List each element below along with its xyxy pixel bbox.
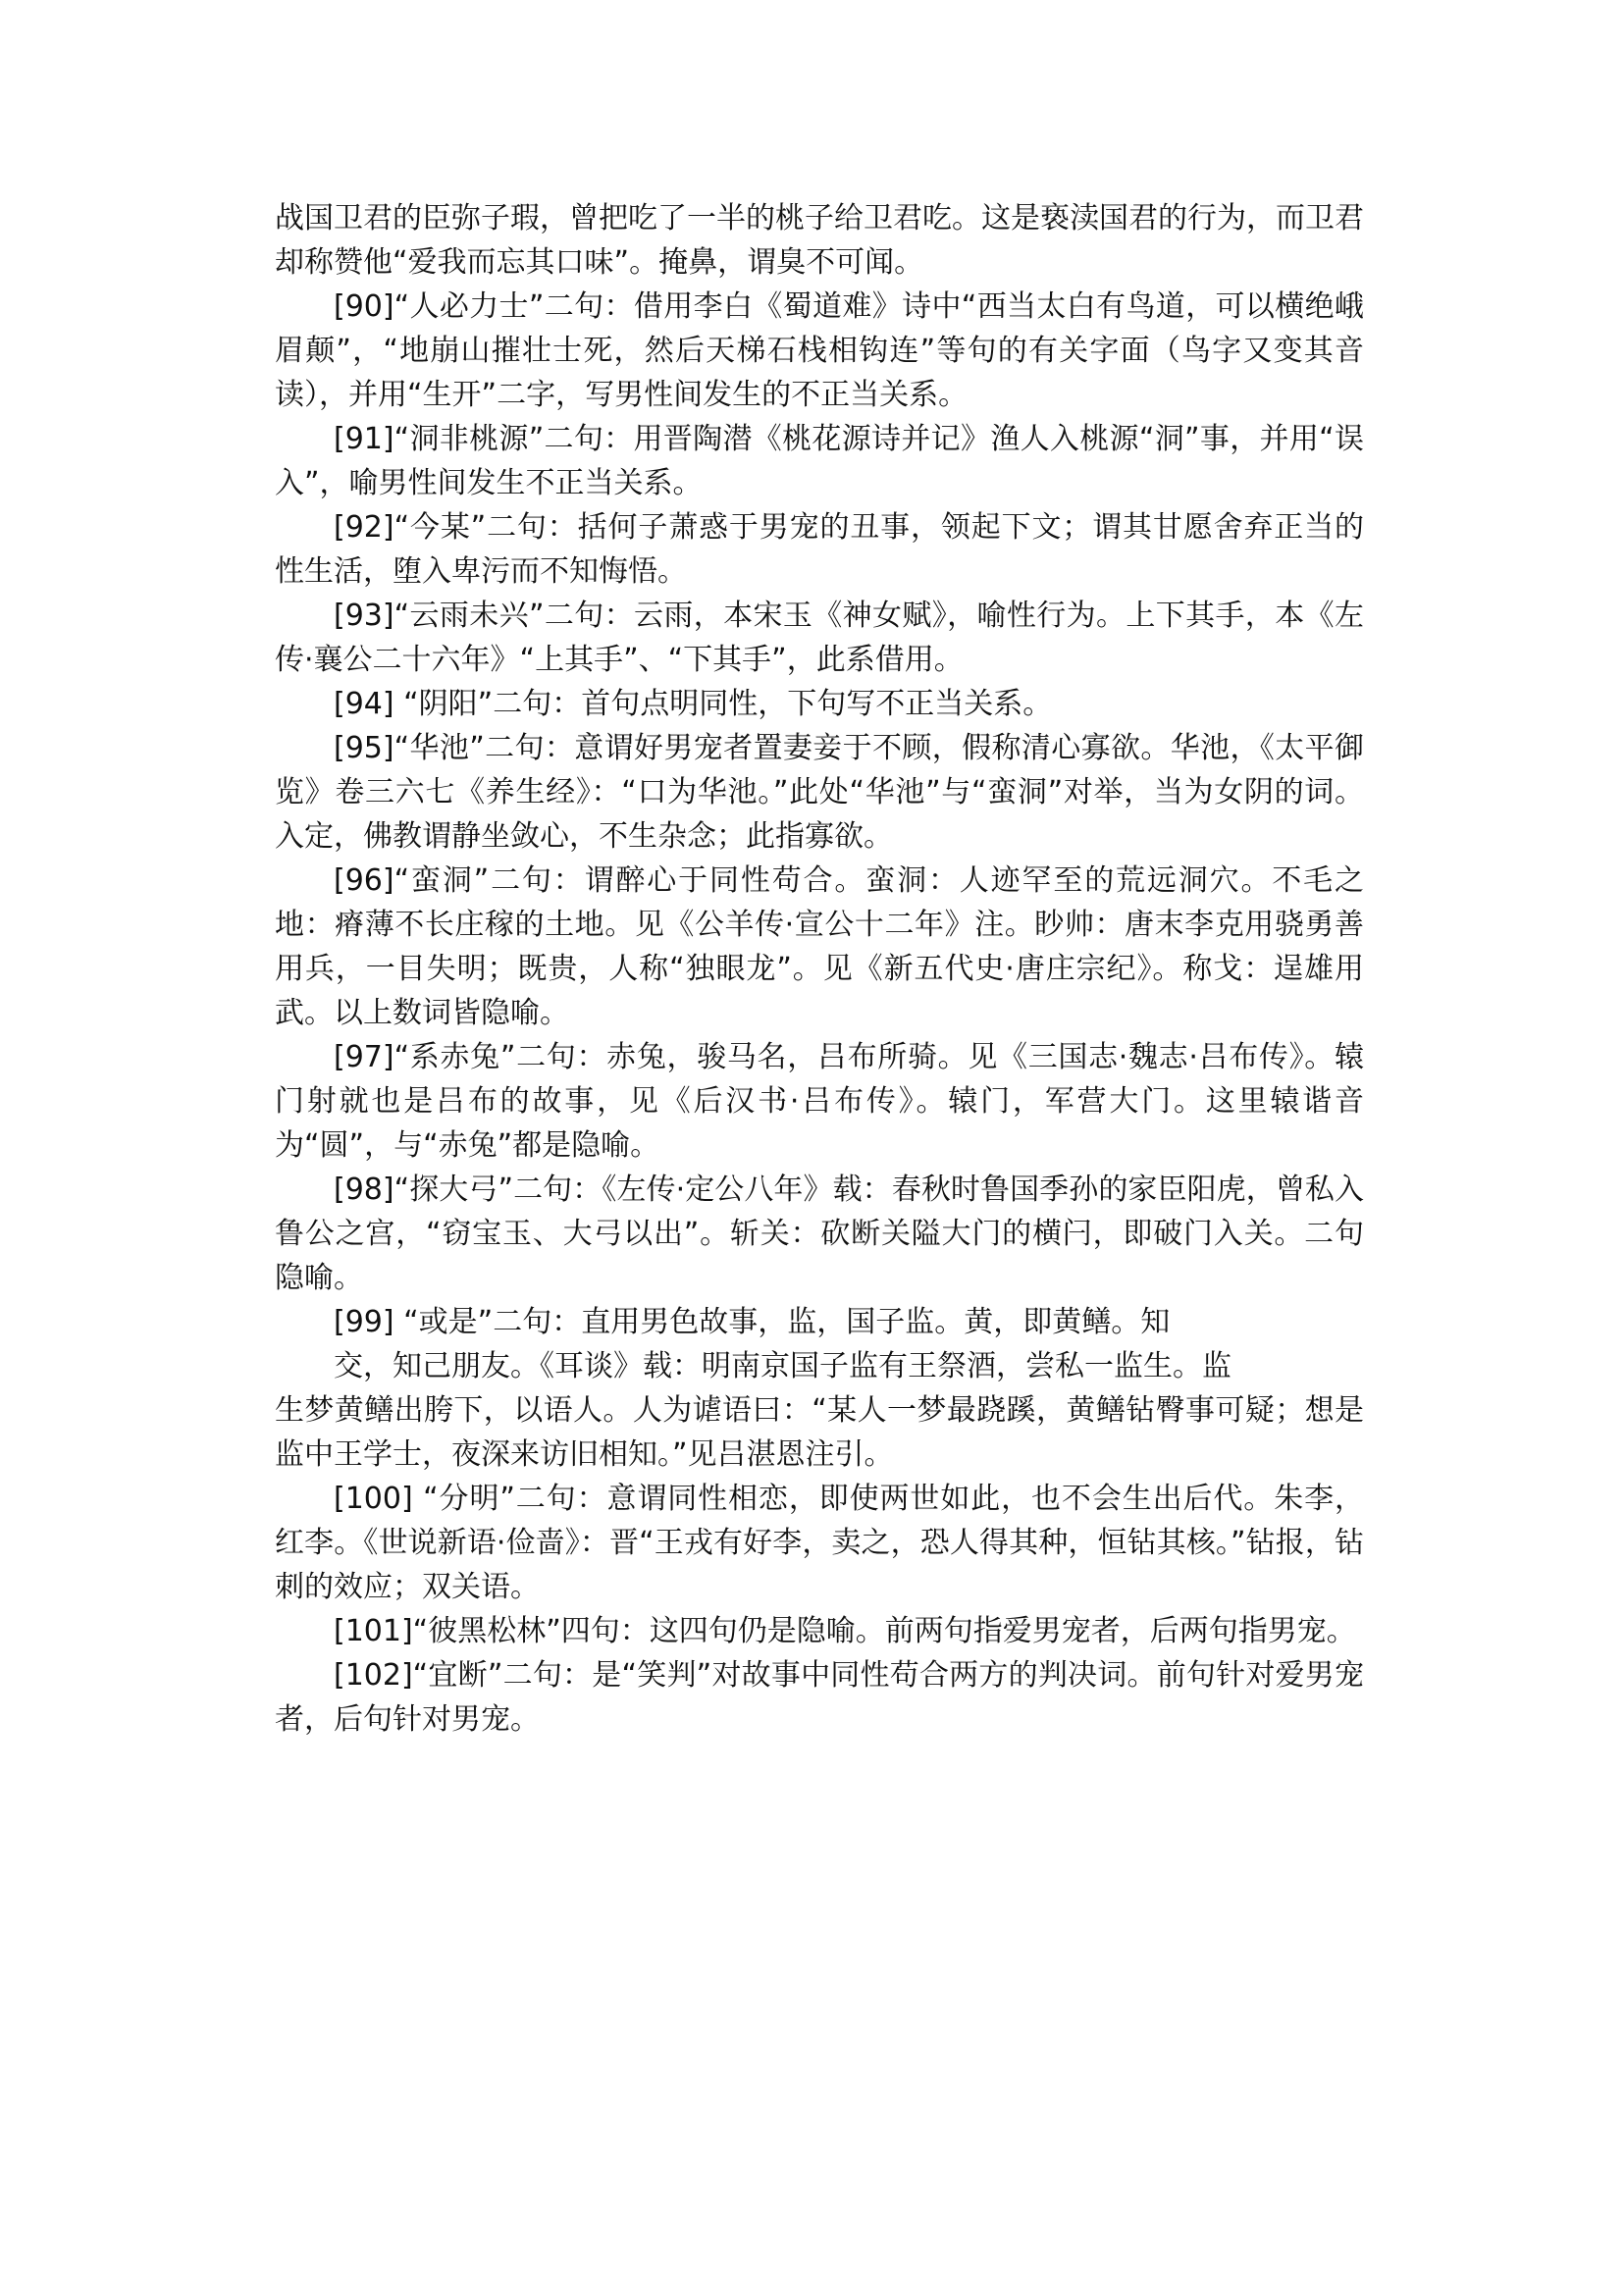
note-102: [102]“宜断”二句：是“笑判”对故事中同性苟合两方的判决词。前句针对爱男宠者，后句针对男宠。 [275,1658,1364,1737]
note-101: [101]“彼黑松林”四句：这四句仍是隐喻。前两句指爱男宠者，后两句指男宠。 [334,1614,1356,1648]
paragraph-continuation: 战国卫君的臣弥子瑕，曾把吃了一半的桃子给卫君吃。这是亵渎国君的行为，而卫君却称赞他“爱我而忘其口味”。掩鼻，谓臭不可闻。 [275,201,1364,280]
note-97: [97]“系赤兔”二句：赤兔，骏马名，吕布所骑。见《三国志·魏志·吕布传》。辕门射就也是吕布的故事，见《后汉书·吕布传》。辕门，军营大门。这里辕谐音为“圆”，与“赤兔”都是隐喻。 [275,1040,1364,1163]
note-93: [93]“云雨未兴”二句：云雨，本宋玉《神女赋》，喻性行为。上下其手，本《左传·襄公二十六年》“上其手”、“下其手”，此系借用。 [275,599,1364,677]
note-92: [92]“今某”二句：括何子萧惑于男宠的丑事，领起下文；谓其甘愿舍弃正当的性生活，堕入卑污而不知悔悟。 [275,510,1364,589]
note-99-line-1: [99] “或是”二句：直用男色故事，监，国子监。黄，即黄鳝。知 [334,1305,1171,1339]
note-91: [91]“洞非桃源”二句：用晋陶潜《桃花源诗并记》渔人入桃源“洞”事，并用“误入”，喻男性间发生不正当关系。 [275,422,1364,500]
note-99-line-2: 交，知己朋友。《耳谈》载：明南京国子监有王祭酒，尝私一监生。监 [334,1349,1231,1383]
note-90: [90]“人必力士”二句：借用李白《蜀道难》诗中“西当太白有鸟道，可以横绝峨眉颠”，“地崩山摧壮士死，然后天梯石栈相钩连”等句的有关字面（鸟字又变其音读），并用“生开”二字，写男性间发生的不正当关系。 [275,289,1364,412]
note-95: [95]“华池”二句：意谓好男宠者置妻妾于不顾，假称清心寡欲。华池，《太平御览》卷三六七《养生经》：“口为华池。”此处“华池”与“蛮洞”对举，当为女阴的词。入定，佛教谓静坐敛心，不生杂念；此指寡欲。 [275,731,1364,854]
note-94: [94] “阴阳”二句：首句点明同性，下句写不正当关系。 [334,687,1053,721]
note-99-line-3: 生梦黄鳝出胯下，以语人。人为谑语曰：“某人一梦最跷蹊，黄鳝钻臀事可疑；想是监中王学士，夜深来访旧相知。”见吕湛恩注引。 [275,1393,1364,1472]
note-99 [275,1300,1364,1477]
document-page [275,196,1364,1742]
note-98: [98]“探大弓”二句：《左传·定公八年》载：春秋时鲁国季孙的家臣阳虎，曾私入鲁公之宫，“窃宝玉、大弓以出”。斩关：砍断关隘大门的横闩，即破门入关。二句隐喻。 [275,1173,1364,1295]
note-100: [100] “分明”二句：意谓同性相恋，即使两世如此，也不会生出后代。朱李，红李。《世说新语·俭啬》：晋“王戎有好李，卖之，恐人得其种，恒钻其核。”钻报，钻刺的效应；双关语。 [275,1482,1364,1604]
note-96: [96]“蛮洞”二句：谓醉心于同性苟合。蛮洞：人迹罕至的荒远洞穴。不毛之地：瘠薄不长庄稼的土地。见《公羊传·宣公十二年》注。眇帅：唐末李克用骁勇善用兵，一目失明；既贵，人称“独眼龙”。见《新五代史·唐庄宗纪》。称戈：逞雄用武。以上数词皆隐喻。 [275,863,1364,1030]
